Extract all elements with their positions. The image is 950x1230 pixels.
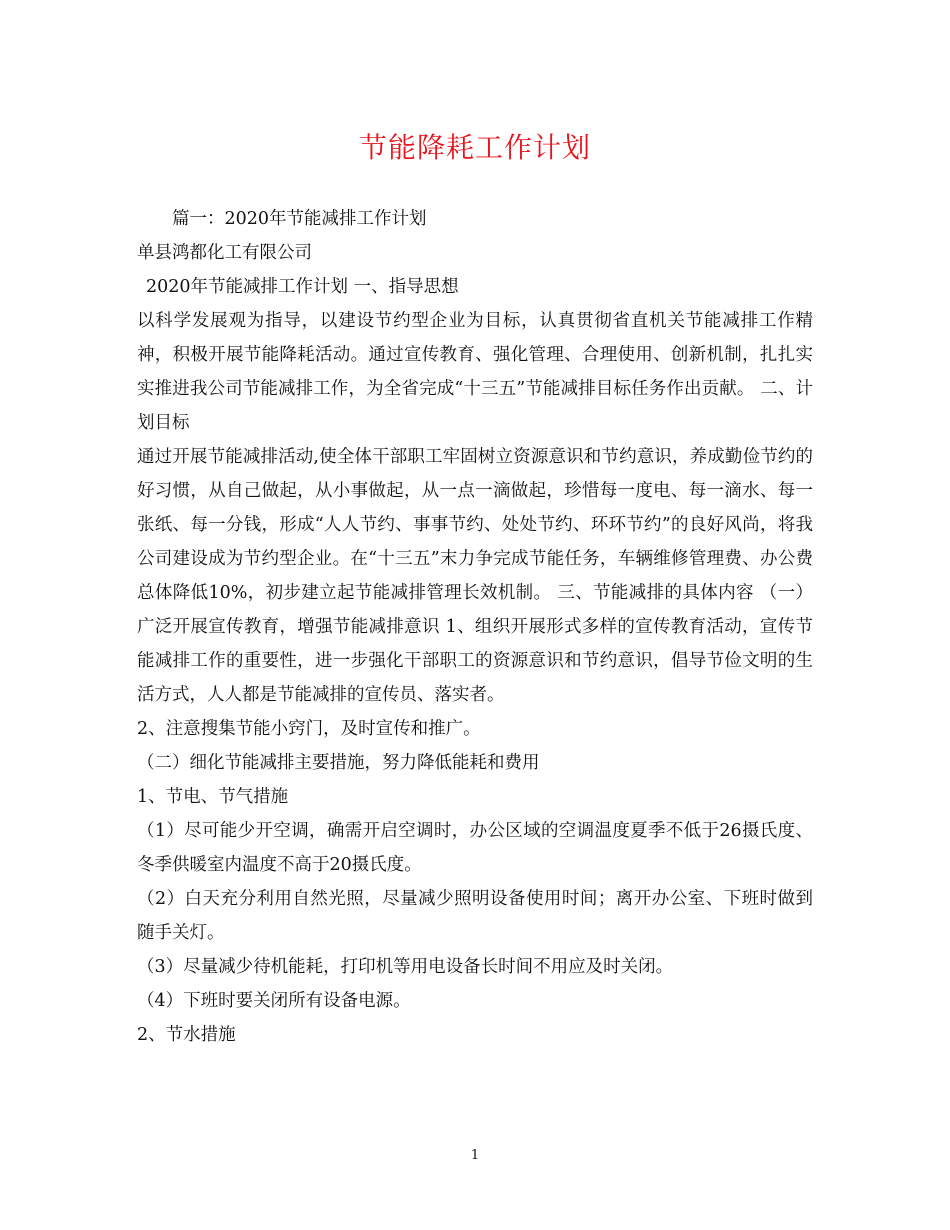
document-title: 节能降耗工作计划 xyxy=(358,131,591,164)
section-heading: （二）细化节能减排主要措施，努力降低能耗和费用 xyxy=(137,753,540,773)
company-name: 单县鸿都化工有限公司 xyxy=(137,243,312,263)
list-item: （3）尽量减少待机能耗，打印机等用电设备长时间不用应及时关闭。 xyxy=(137,957,674,977)
page-number: 1 xyxy=(470,1148,480,1163)
chapter-heading: 篇一：2020年节能减排工作计划 xyxy=(172,209,427,229)
plan-goals-paragraph: 通过开展节能减排活动,使全体干部职工牢固树立资源意识和节约意识，养成勤俭节约的好习惯，从自己做起，从小事做起，从一点一滴做起，珍惜每一度电、每一滴水、每一张纸、每一分钱，形成“人人节约、事事节约、处处节约、环环节约”的良好风尚，将我公司建设成为节约型企业。在“十三五”末力争完成节能任务，车辆维修管理费、办公费总体降低10%，初步建立起节能减排管理长效机制。 三、节能减排的具体内容 （一）广泛开展宣传教育，增强节能减排意识 1、组织开展形式多样的宣传教育活动，宣传节能减排工作的重要性，进一步强化干部职工的资源意识和节约意识，倡导节俭文明的生活方式，人人都是节能减排的宣传员、落实者。 xyxy=(137,447,813,705)
subsection-heading: 2、节水措施 xyxy=(137,1025,236,1045)
guiding-ideology-paragraph: 以科学发展观为指导，以建设节约型企业为目标，认真贯彻省直机关节能减排工作精神，积极开展节能降耗活动。通过宣传教育、强化管理、合理使用、创新机制，扎扎实实推进我公司节能减排工作，为全省完成“十三五”节能减排目标任务作出贡献。 二、计划目标 xyxy=(137,311,813,433)
list-item: （1）尽可能少开空调，确需开启空调时，办公区域的空调温度夏季不低于26摄氏度、冬季供暖室内温度不高于20摄氏度。 xyxy=(137,821,813,875)
list-item: （4）下班时要关闭所有设备电源。 xyxy=(137,991,411,1011)
plan-heading: 2020年节能减排工作计划 一、指导思想 xyxy=(146,277,459,297)
list-item: 2、注意搜集节能小窍门，及时宣传和推广。 xyxy=(137,719,481,739)
list-item: （2）白天充分利用自然光照，尽量减少照明设备使用时间；离开办公室、下班时做到随手关灯。 xyxy=(137,889,813,943)
document-body xyxy=(137,202,813,1052)
subsection-heading: 1、节电、节气措施 xyxy=(137,787,289,807)
